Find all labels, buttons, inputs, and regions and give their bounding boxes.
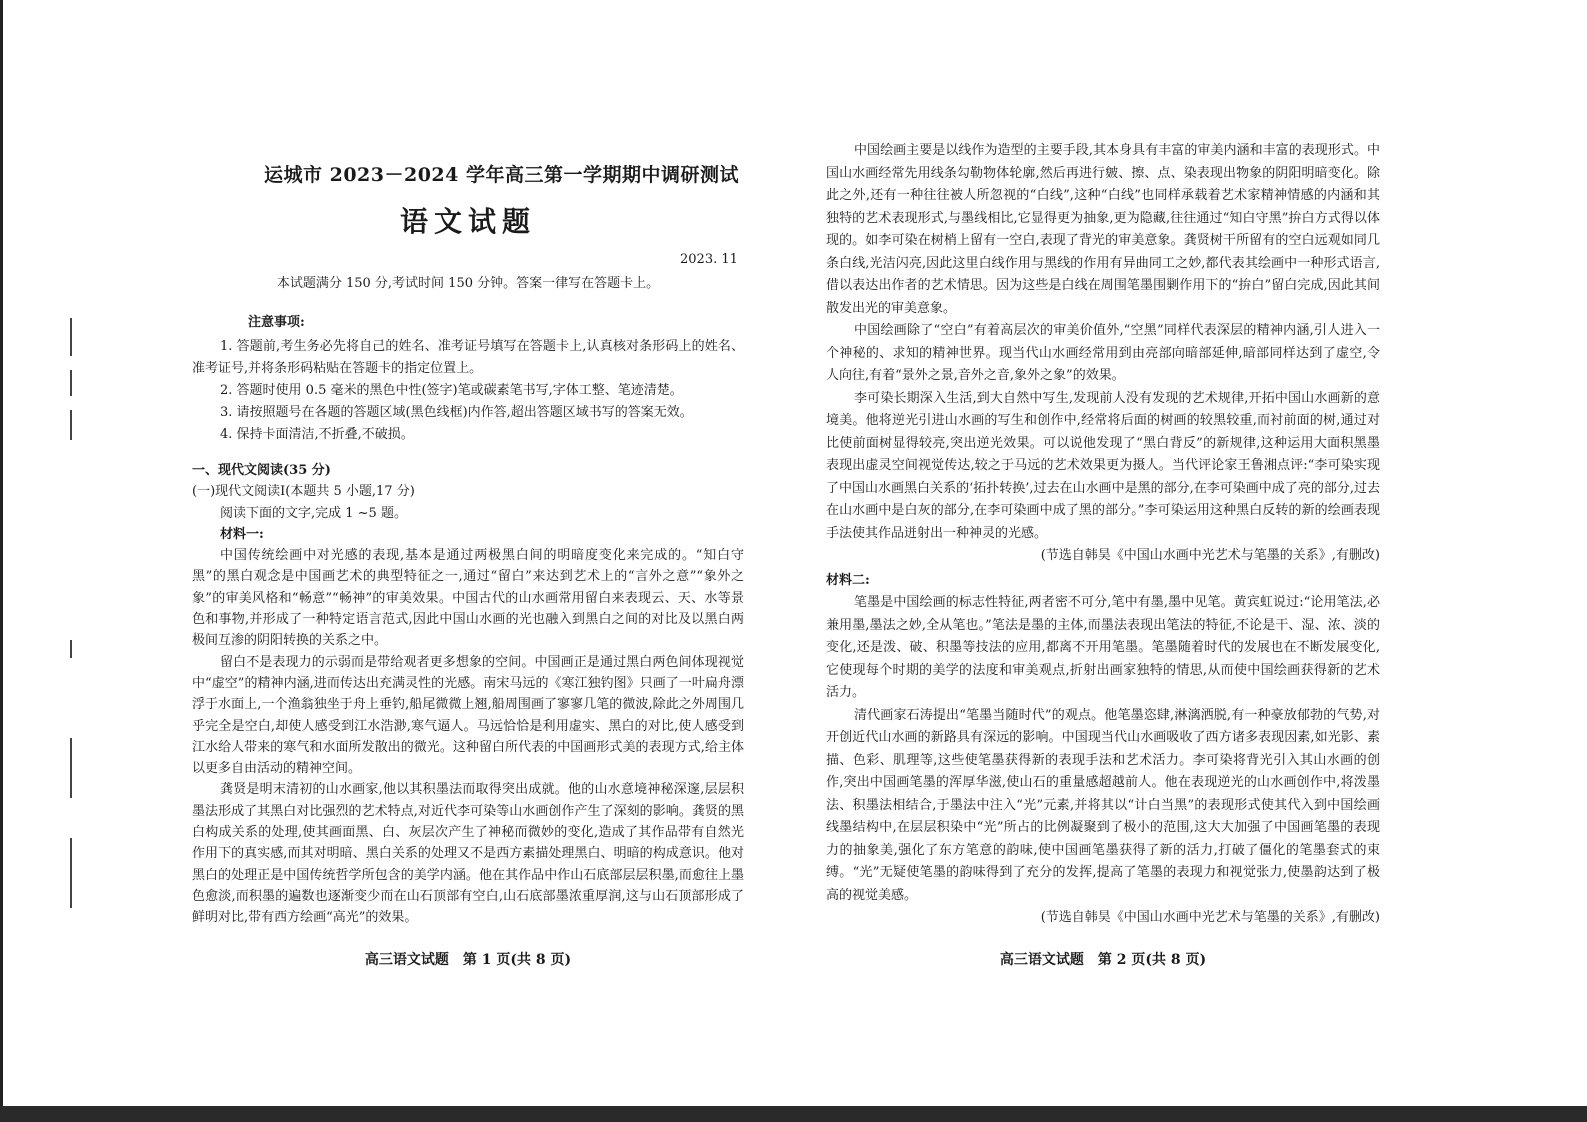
page-2-footer: 高三语文试题 第 2 页(共 8 页)	[999, 952, 1207, 968]
material-2-label: 材料二:	[826, 572, 870, 588]
exam-date: 2023. 11	[680, 252, 738, 267]
material-2-source: (节选自韩昊《中国山水画中光艺术与笔墨的关系》,有删改)	[1040, 910, 1380, 925]
material-1-paragraph: 中国绘画主要是以线作为造型的主要手段,其本身具有丰富的审美内涵和丰富的表现形式。中国山水画经常先用线条勾勒物体轮廓,然后再进行皴、擦、点、染表现出物象的阴阳明暗变化。除此之外,还有一种往往被人所忽视的“白线”,这种“白线”也同样承载着艺术家精神情感的内涵和其独特的艺术表现形式,与墨线相比,它显得更为抽象,更为隐藏,往往通过“知白守黑”拚白方式得以体现的。如李可染在树梢上留有一空白,表现了背光的审美意象。龚贤树干所留有的空白远观如同几条白线,光洁闪亮,因此这里白线作用与黑线的作用有异曲同工之妙,都代表其绘画中一种形式语言,借以表达出作者的艺术情思。因为这些是白线在周围笔墨围剿作用下的“拚白”留白完成,因此其间散发出光的审美意象。	[826, 143, 1380, 316]
material-1-paragraph: 龚贤是明末清初的山水画家,他以其积墨法而取得突出成就。他的山水意境神秘深邃,层层积墨法形成了其黑白对比强烈的艺术特点,对近代李可染等山水画创作产生了深刻的影响。龚贤的黑白构成关系的处理,使其画面黑、白、灰层次产生了神秘而微妙的变化,造成了其作品带有自然光作用下的真实感,而其对明暗、黑白关系的处理又不是西方素描处理黑白、明暗的构成意识。他对黑白的处理正是中国传统哲学所包含的美学内涵。他在其作品中作山石底部层层积墨,而愈往上墨色愈淡,而积墨的遍数也逐渐变少而在山石顶部有空白,山石底部墨浓重厚润,这与山石顶部形成了鲜明对比,带有西方绘画“高光”的效果。	[192, 782, 744, 926]
material-1-source: (节选自韩昊《中国山水画中光艺术与笔墨的关系》,有删改)	[1040, 548, 1380, 563]
notice-section	[192, 312, 744, 446]
subsection-heading: (一)现代文阅读Ⅰ(本题共 5 小题,17 分)	[192, 484, 415, 500]
page-1	[192, 0, 744, 1100]
exam-title: 运城市 2023－2024 学年高三第一学期期中调研测试	[264, 164, 739, 186]
notice-item: 4. 保持卡面清洁,不折叠,不破损。	[220, 427, 414, 442]
notice-item: 1. 答题前,考生务必先将自己的姓名、准考证号填写在答题卡上,认真核对条形码上的姓名、准考证号,并将条形码粘贴在答题卡的指定位置上。	[192, 339, 744, 376]
binding-margin-marks	[70, 318, 78, 922]
material-1-paragraph: 李可染长期深入生活,到大自然中写生,发现前人没有发现的艺术规律,开拓中国山水画新的意境美。他将逆光引进山水画的写生和创作中,经常将后面的树画的较黑较重,而衬前面的树,通过对比使前面树显得较亮,突出逆光效果。可以说他发现了“黑白背反”的新规律,这种运用大面积黑墨表现出虚灵空间视觉传达,较之于马远的艺术效果更为摄人。当代评论家王鲁湘点评:“李可染实现了中国山水画黑白关系的‘拓扑转换’,过去在山水画中是黑的部分,在李可染画中成了亮的部分,过去在山水画中是白灰的部分,在李可染画中成了黑的部分。”李可染运用这种黑白反转的新的绘画表现手法使其作品迸射出一种神灵的光感。	[826, 390, 1380, 541]
page-2	[826, 0, 1380, 1100]
material-2-paragraph: 笔墨是中国绘画的标志性特征,两者密不可分,笔中有墨,墨中见笔。黄宾虹说过:“论用笔法,必兼用墨,墨法之妙,全从笔也。”笔法是墨的主体,而墨法表现出笔法的特征,不论是干、湿、浓、淡的变化,还是泼、破、积墨等技法的应用,都离不开用笔墨。笔墨随着时代的发展也在不断发展变化,它使现每个时期的美学的法度和审美观点,折射出画家独特的情思,从而使中国绘画获得新的艺术活力。	[826, 595, 1380, 700]
notice-item: 3. 请按照题号在各题的答题区域(黑色线框)内作答,超出答题区域书写的答案无效。	[220, 405, 693, 420]
material-2-paragraph: 清代画家石涛提出“笔墨当随时代”的观点。他笔墨恣肆,淋漓洒脱,有一种豪放郁勃的气势,对开创近代山水画的新路具有深远的影响。中国现当代山水画吸收了西方诸多表现因素,如光影、素描、色彩、肌理等,这些使笔墨获得新的表现手法和艺术活力。李可染将背光引入其山水画的创作,突出中国画笔墨的浑厚华滋,使山石的重量感超越前人。他在表现逆光的山水画创作中,将泼墨法、积墨法相结合,于墨法中注入“光”元素,并将其以“计白当黑”的表现形式使其代入到中国绘画线墨结构中,在层层积染中“光”所占的比例凝聚到了极小的范围,这大大加强了中国画笔墨的表现力的抽象美,强化了东方笔意的韵味,使中国画笔墨获得了新的活力,打破了僵化的笔墨套式的束缚。“光”无疑使笔墨的韵味得到了充分的发挥,提高了笔墨的表现力和视觉张力,使墨韵达到了极高的视觉美感。	[826, 707, 1380, 903]
notice-title: 注意事项:	[248, 315, 305, 330]
material-1-paragraph: 中国传统绘画中对光感的表现,基本是通过两极黑白间的明暗度变化来完成的。“知白守黑”的黑白观念是中国画艺术的典型特征之一,通过“留白”来达到艺术上的“言外之意”“象外之象”的审美风格和“畅意”“畅神”的审美效果。中国古代的山水画常用留白来表现云、天、水等景色和事物,并形成了一种特定语言范式,因此中国山水画的光也融入到黑白之间的对比及以黑白两极间互渗的阴阳转换的关系之中。	[192, 548, 744, 649]
scan-edge-left	[0, 0, 3, 1122]
scan-edge-bottom	[0, 1106, 1587, 1122]
material-1-paragraph: 留白不是表现力的示弱而是带给观者更多想象的空间。中国画正是通过黑白两色间体现视觉中“虚空”的精神内涵,进而传达出充满灵性的光感。南宋马远的《寒江独钓图》只画了一叶扁舟漂浮于水面上,一个渔翁独坐于舟上垂钓,船尾微微上翘,船周围画了寥寥几笔的微波,除此之外周围几乎完全是空白,却使人感受到江水浩渺,寒气逼人。马远恰恰是利用虚实、黑白的对比,使人感受到江水给人带来的寒气和水面所发散出的微光。这种留白所代表的中国画形式美的表现方式,给主体以更多自由活动的精神空间。	[192, 654, 744, 777]
material-1-paragraph: 中国绘画除了“空白”有着高层次的审美价值外,“空黑”同样代表深层的精神内涵,引人进入一个神秘的、求知的精神世界。现当代山水画经常用到由亮部向暗部延伸,暗部同样达到了虚空,令人向往,有着“景外之景,音外之音,象外之象”的效果。	[826, 323, 1380, 383]
section-heading: 一、现代文阅读(35 分)	[192, 463, 331, 478]
subject-title: 语文试题	[399, 205, 536, 238]
exam-info: 本试题满分 150 分,考试时间 150 分钟。答案一律写在答题卡上。	[276, 276, 660, 291]
page-1-footer: 高三语文试题 第 1 页(共 8 页)	[364, 952, 572, 968]
material-1-label: 材料一:	[220, 526, 264, 542]
notice-item: 2. 答题时使用 0.5 毫米的黑色中性(签字)笔或碳素笔书写,字体工整、笔迹清楚。	[220, 383, 683, 398]
reading-section	[192, 460, 744, 929]
reading-instruction: 阅读下面的文字,完成 1 ~5 题。	[220, 505, 407, 521]
page-2-body	[826, 140, 1380, 930]
